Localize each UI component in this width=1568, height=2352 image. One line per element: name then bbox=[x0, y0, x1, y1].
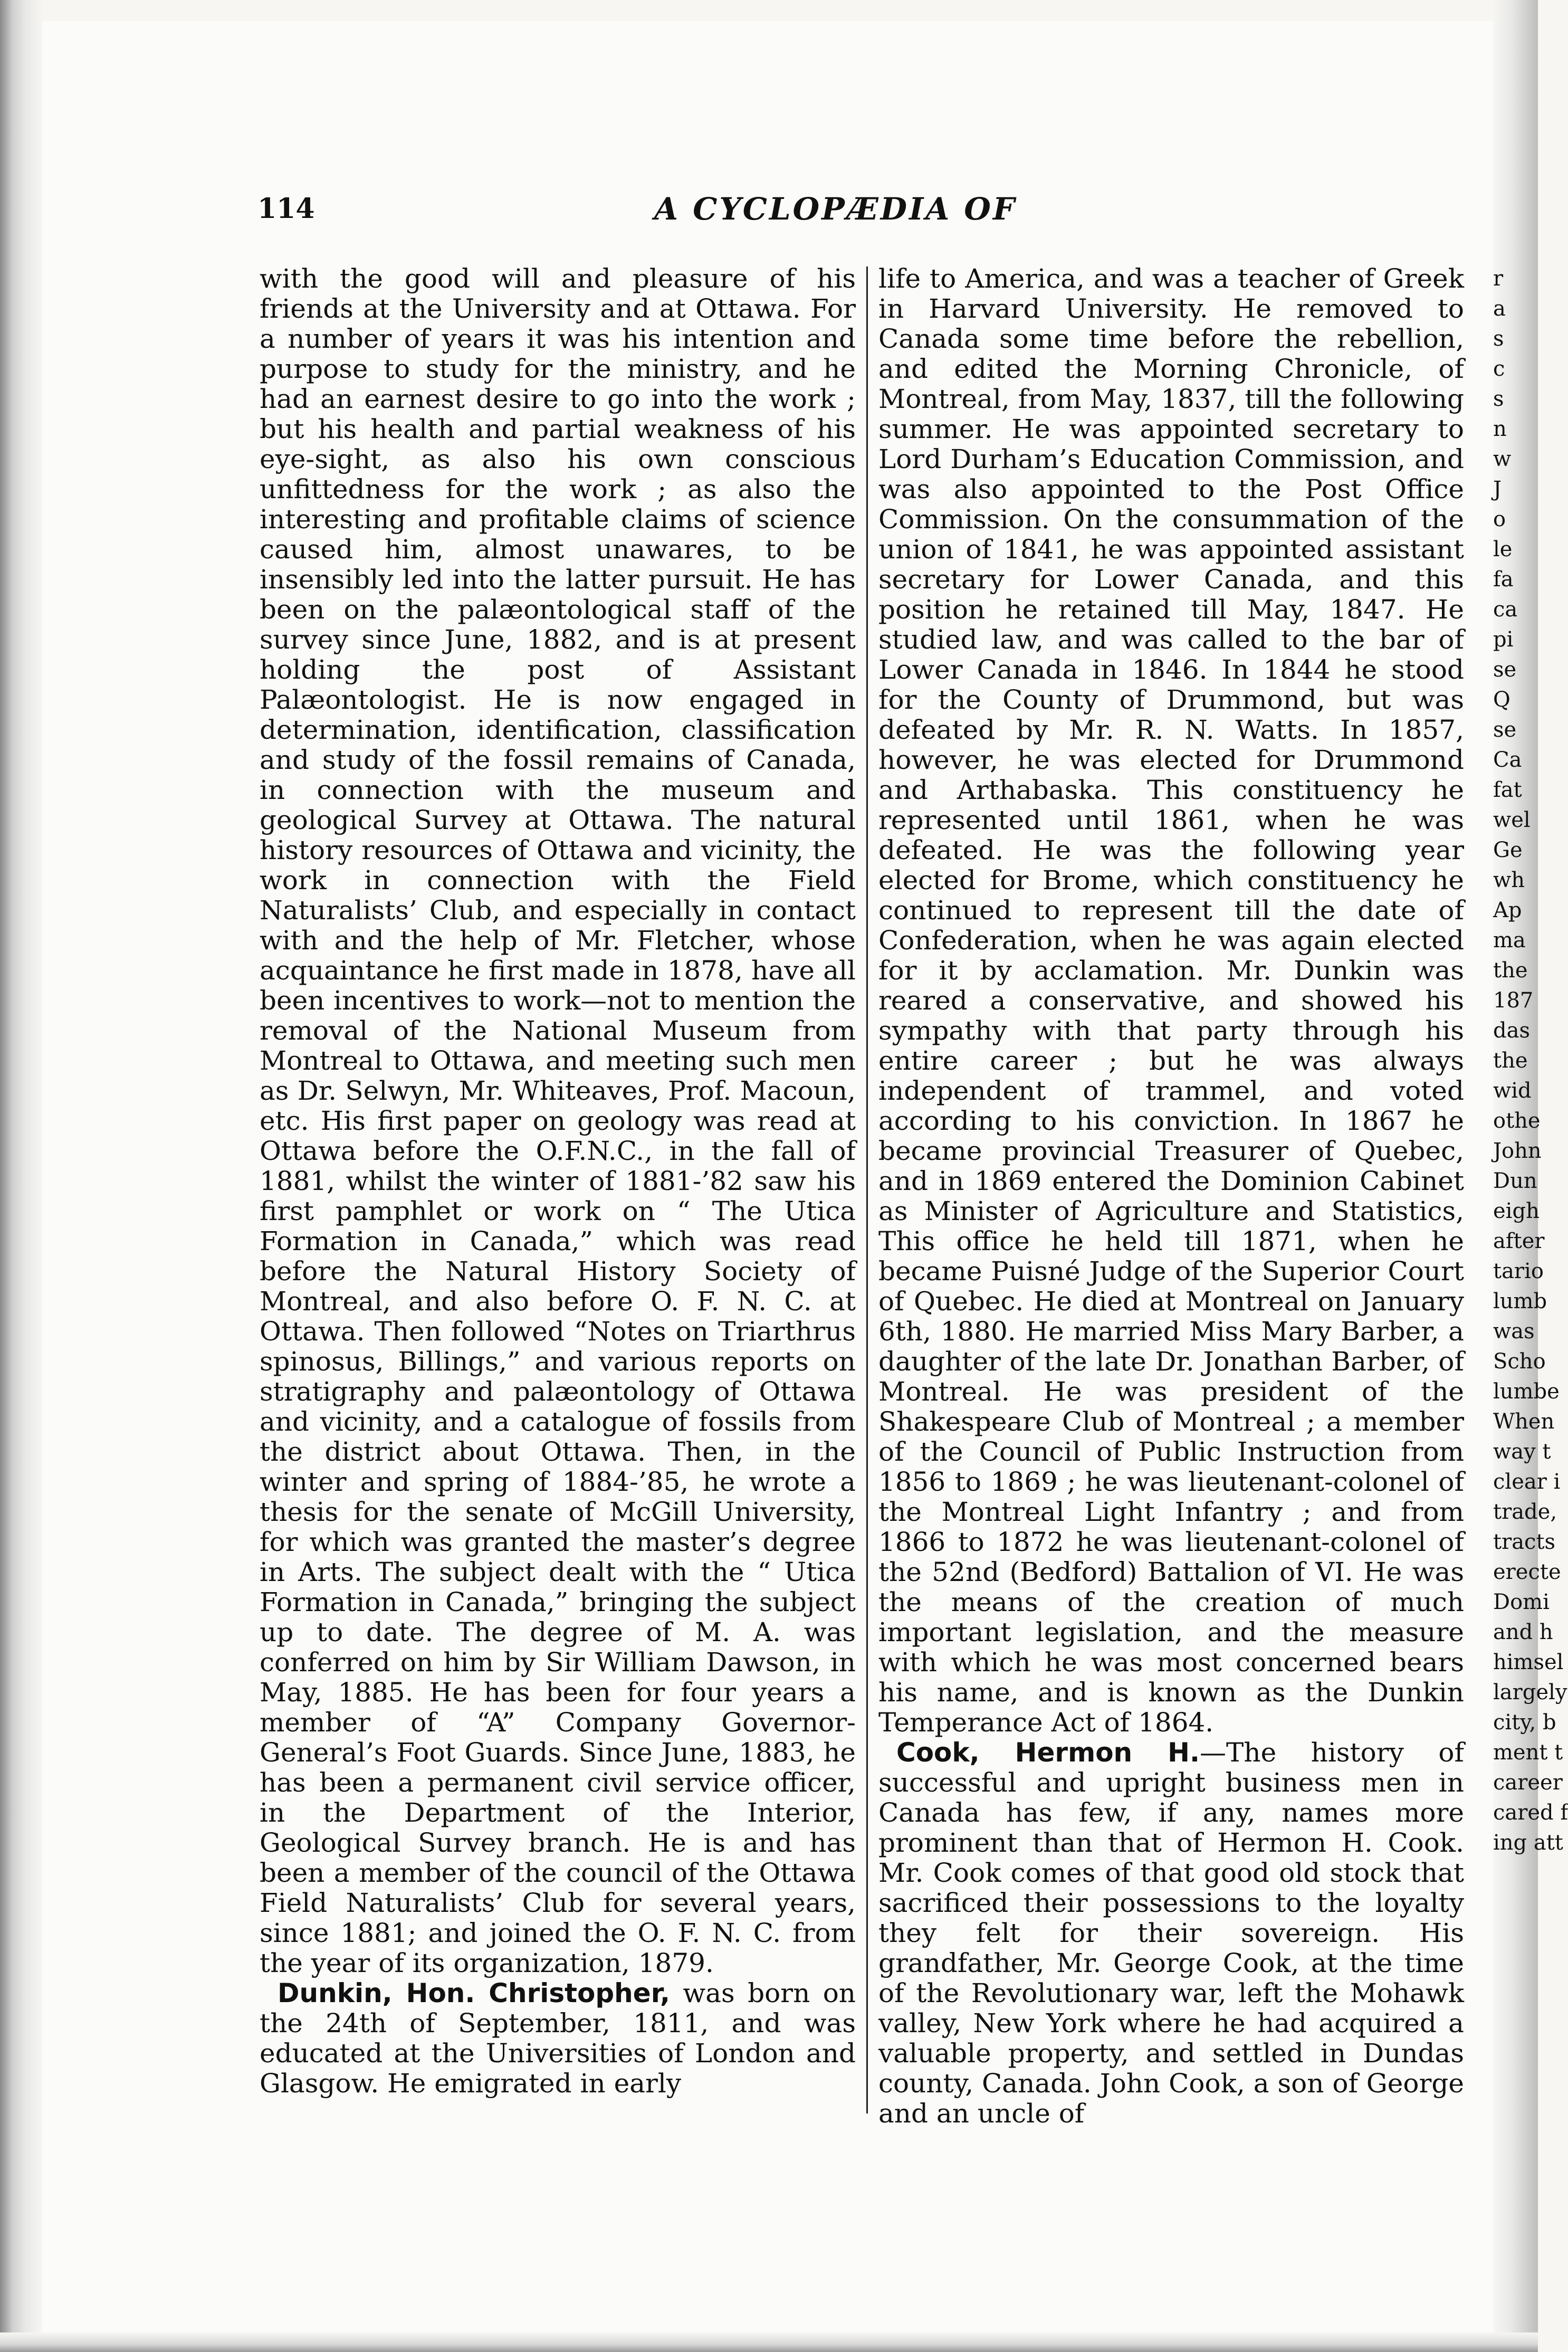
partial-line: wid bbox=[1493, 1079, 1532, 1103]
page-number: 114 bbox=[257, 193, 315, 225]
partial-line: n bbox=[1493, 417, 1507, 441]
partial-line: lumb bbox=[1493, 1289, 1547, 1313]
page-bottom-edge bbox=[0, 2332, 1538, 2352]
partial-line: career bbox=[1493, 1770, 1563, 1795]
partial-line: r bbox=[1493, 266, 1504, 291]
right-column bbox=[878, 264, 1464, 2129]
partial-line: ing att bbox=[1493, 1831, 1563, 1855]
partial-line: lumbe bbox=[1493, 1379, 1560, 1404]
partial-line: Domi bbox=[1493, 1590, 1550, 1614]
partial-line: way t bbox=[1493, 1440, 1551, 1464]
partial-line: tario bbox=[1493, 1259, 1544, 1283]
column-rule bbox=[866, 266, 868, 2113]
partial-line: the bbox=[1493, 958, 1528, 983]
partial-line: pi bbox=[1493, 627, 1514, 652]
partial-line: se bbox=[1493, 658, 1517, 682]
partial-line: fa bbox=[1493, 567, 1514, 592]
partial-line: Ca bbox=[1493, 748, 1522, 772]
partial-line: othe bbox=[1493, 1109, 1541, 1133]
next-page-partial-column bbox=[1493, 264, 1568, 2084]
partial-line: a bbox=[1493, 297, 1506, 321]
partial-line: ment t bbox=[1493, 1740, 1563, 1765]
partial-line: himsel bbox=[1493, 1650, 1564, 1674]
partial-line: c bbox=[1493, 357, 1505, 381]
partial-line: J bbox=[1493, 477, 1502, 501]
partial-line: and h bbox=[1493, 1620, 1553, 1644]
partial-line: trade, bbox=[1493, 1500, 1557, 1524]
partial-line: wh bbox=[1493, 868, 1525, 892]
partial-line: was bbox=[1493, 1319, 1535, 1344]
page-left-edge bbox=[0, 0, 42, 2352]
partial-line: tracts bbox=[1493, 1530, 1556, 1554]
partial-line: ma bbox=[1493, 928, 1526, 953]
entry-name-cook: Cook, Hermon H. bbox=[896, 1737, 1200, 1768]
partial-line: John bbox=[1493, 1139, 1542, 1163]
partial-line: erecte bbox=[1493, 1560, 1561, 1584]
running-title: A CYCLOPÆDIA OF bbox=[654, 191, 1017, 227]
partial-line: wel bbox=[1493, 808, 1531, 832]
entry-text-cook: —The history of successful and upright business men in Canada has few, if any, names more prominent than that of Hermon H. Cook. Mr. Cook comes of that good old stock that sacrificed their possessions to the loyalty they felt for their sovereign. His grandfather, Mr. George Cook, at the time of the Revolutionary war, left the Mohawk valley, New York where he had acquired a valuable property, and settled in Dundas county, Canada. John Cook, a son of George and an uncle of bbox=[878, 1737, 1464, 2129]
entry-name-dunkin: Dunkin, Hon. Christopher, bbox=[278, 1978, 670, 2008]
partial-line: largely bbox=[1493, 1680, 1567, 1705]
partial-line: s bbox=[1493, 327, 1504, 351]
partial-line: le bbox=[1493, 537, 1513, 561]
partial-line: the bbox=[1493, 1049, 1528, 1073]
partial-line: Q bbox=[1493, 688, 1510, 712]
partial-line: o bbox=[1493, 507, 1506, 531]
partial-line: 187 bbox=[1493, 988, 1534, 1013]
partial-line: clear i bbox=[1493, 1470, 1561, 1494]
partial-line: Ap bbox=[1493, 898, 1522, 922]
partial-line: Ge bbox=[1493, 838, 1523, 862]
entry-cook bbox=[878, 1738, 1464, 2129]
left-paragraph: with the good will and pleasure of his friends at the University and at Ottawa. For a number of years it was his intention and purpose to study for the ministry, and he had an earnest desire to go into the work ; but his health and partial weakness of his eye-sight, as also his own conscious unfittedness for the work ; as also the interesting and profitable claims of science caused him, almost unawares, to be insensibly led into the latter pursuit. He has been on the palæontological staff of the survey since June, 1882, and is at present holding the post of Assistant Palæontologist. He is now engaged in determination, identification, classification and study of the fossil remains of Canada, in connection with the museum and geological Survey at Ottawa. The natural history resources of Ottawa and vicinity, the work in connection with the Field Naturalists’ Club, and especially in contact with and the help of Mr. Fletcher, whose acquaintance he first made in 1878, have all been incentives to work—not to mention the removal of the National Museum from Montreal to Ottawa, and meeting such men as Dr. Selwyn, Mr. Whiteaves, Prof. Macoun, etc. His first paper on geology was read at Ottawa before the O.F.N.C., in the fall of 1881, whilst the winter of 1881-’82 saw his first pamphlet or work on “ The Utica Formation in Canada,” which was read before the Natural History Society of Montreal, and also before O. F. N. C. at Ottawa. Then followed “Notes on Triarthrus spinosus, Billings,” and various reports on stratigraphy and palæontology of Ottawa and vicinity, and a catalogue of fossils from the district about Ottawa. Then, in the winter and spring of 1884-’85, he wrote a thesis for the senate of McGill University, for which was granted the master’s degree in Arts. The subject dealt with the “ Utica Formation in Canada,” bringing the subject up to date. The degree of M. A. was conferred on him by Sir William Dawson, in May, 1885. He has been for four years a member of “A” Company Governor-General’s Foot Guards. Since June, 1883, he has been a permanent civil service officer, in the Department of the Interior, Geological Survey branch. He is and has been a member of the council of the Ottawa Field Naturalists’ Club for several years, since 1881; and joined the O. F. N. C. from the year of its organization, 1879. bbox=[260, 263, 856, 1978]
partial-line: s bbox=[1493, 387, 1504, 411]
entry-text-dunkin: was born on the 24th of September, 1811, and was educated at the Universities of London and Glasgow. He emigrated in early bbox=[260, 1978, 856, 2099]
partial-line: das bbox=[1493, 1018, 1530, 1043]
partial-line: fat bbox=[1493, 778, 1522, 802]
partial-line: se bbox=[1493, 718, 1517, 742]
partial-line: When bbox=[1493, 1410, 1555, 1434]
partial-line: eigh bbox=[1493, 1199, 1540, 1223]
entry-dunkin bbox=[260, 1978, 856, 2099]
partial-line: w bbox=[1493, 447, 1512, 471]
partial-line: city, b bbox=[1493, 1710, 1556, 1735]
left-column bbox=[260, 264, 856, 2099]
partial-line: ca bbox=[1493, 597, 1518, 622]
right-paragraph: life to America, and was a teacher of Greek in Harvard University. He removed to Canada some time before the rebellion, and edited the Morning Chronicle, of Montreal, from May, 1837, till the following summer. He was appointed secretary to Lord Durham’s Education Commission, and was also appointed to the Post Office Commission. On the consummation of the union of 1841, he was appointed assistant secretary for Lower Canada, and this position he retained till May, 1847. He studied law, and was called to the bar of Lower Canada in 1846. In 1844 he stood for the County of Drummond, but was defeated by Mr. R. N. Watts. In 1857, however, he was elected for Drummond and Arthabaska. This constituency he represented until 1861, when he was defeated. He was the following year elected for Brome, which constituency he continued to represent till the date of Confederation, when he was again elected for it by acclamation. Mr. Dunkin was reared a conservative, and showed his sympathy with that party through his entire career ; but he was always independent of trammel, and voted according to his conviction. In 1867 he became provincial Treasurer of Quebec, and in 1869 entered the Dominion Cabinet as Minister of Agriculture and Statistics, This office he held till 1871, when he became Puisné Judge of the Superior Court of Quebec. He died at Montreal on January 6th, 1880. He married Miss Mary Barber, a daughter of the late Dr. Jonathan Barber, of Montreal. He was president of the Shakespeare Club of Montreal ; a member of the Council of Public Instruction from 1856 to 1869 ; he was lieutenant-colonel of the Montreal Light Infantry ; and from 1866 to 1872 he was lieutenant-colonel of the 52nd (Bedford) Battalion of VI. He was the means of the creation of much important legislation, and the measure with which he was most concerned bears his name, and is known as the Dunkin Temperance Act of 1864. bbox=[878, 263, 1464, 1738]
partial-line: Scho bbox=[1493, 1349, 1546, 1374]
partial-line: after bbox=[1493, 1229, 1545, 1253]
partial-line: cared f bbox=[1493, 1801, 1568, 1825]
partial-line: Dun bbox=[1493, 1169, 1537, 1193]
